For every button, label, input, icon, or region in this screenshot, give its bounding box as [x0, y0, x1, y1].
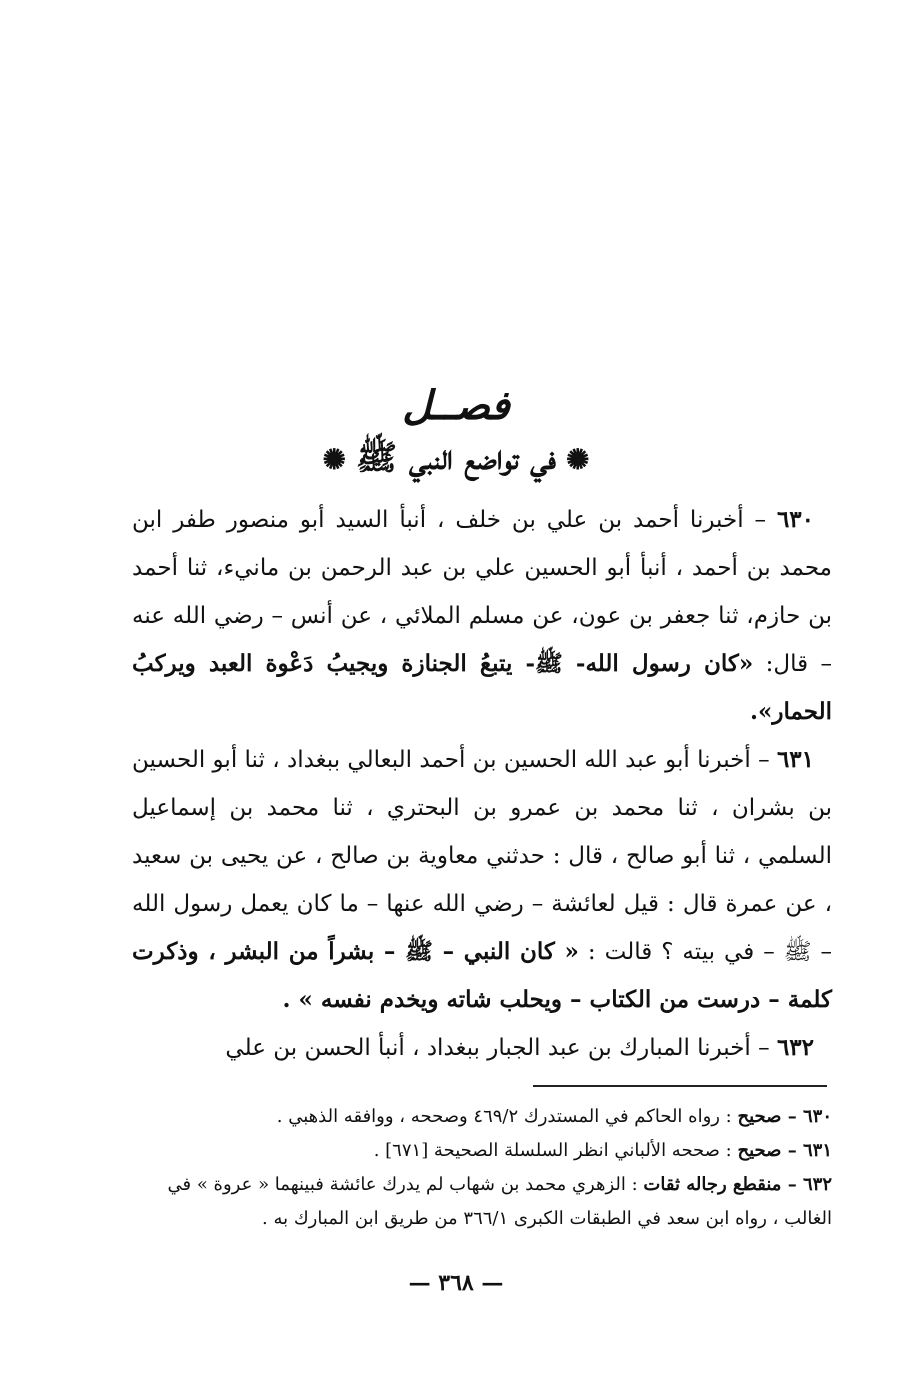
section-title: فصــل	[402, 382, 510, 429]
main-text	[132, 496, 832, 1072]
footnote	[120, 1168, 832, 1236]
footnote-divider	[533, 1085, 827, 1087]
hadith-number: ٦٣٢	[776, 1034, 814, 1061]
hadith-paragraph	[132, 1024, 832, 1072]
hadith-quote: « كان النبي – ﷺ – بشراً من البشر ، وذكرت كلمة – درست من الكتاب – ويحلب شاته ويخدم نفسه » .	[132, 938, 832, 1013]
footnote-text: : صححه الألباني انظر السلسلة الصحيحة [٦٧١] .	[373, 1140, 738, 1161]
footnotes	[120, 1100, 832, 1236]
footnote-text: : رواه الحاكم في المستدرك ٤٦٩/٢ وصححه ، ووافقه الذهبي .	[276, 1106, 738, 1127]
hadith-number: ٦٣٠	[776, 506, 814, 533]
hadith-number: ٦٣١	[776, 746, 814, 773]
section-subtitle-text: في تواضع النبي ﷺ	[355, 438, 557, 478]
footnote-head: ٦٣٠ – صحيح	[737, 1106, 832, 1127]
footnote	[120, 1134, 832, 1168]
hadith-text: – أخبرنا أبو عبد الله الحسين بن أحمد البعالي ببغداد ، ثنا أبو الحسين بن بشران ، ثنا محمد بن عمرو بن البحتري ، ثنا محمد بن إسماعيل السلمي ، ثنا أبو صالح ، قال : حدثني معاوية بن صالح ، عن يحيى بن سعيد ، عن عمرة قال : قيل لعائشة – رضي الله عنها – ما كان يعمل رسول الله – ﷺ – في بيته ؟ قالت :	[132, 747, 832, 965]
footnote	[120, 1100, 832, 1134]
footnote-head: ٦٣٢ – منقطع رجاله ثقات	[643, 1174, 832, 1195]
footnote-text: : الزهري محمد بن شهاب لم يدرك عائشة فبينهما « عروة » في الغالب ، رواه ابن سعد في الطبقات الكبرى ٣٦٦/١ من طريق ابن المبارك به .	[167, 1174, 832, 1229]
star-ornament-icon: ✺	[566, 443, 590, 476]
star-ornament-icon: ✺	[322, 443, 346, 476]
footnote-head: ٦٣١ – صحيح	[737, 1140, 832, 1161]
hadith-paragraph	[132, 736, 832, 1024]
page-number: — ٣٦٨ —	[408, 1270, 504, 1296]
hadith-quote: «كان رسول الله- ﷺ- يتبعُ الجنازة ويجيبُ دَعْوة العبد ويركبُ الحمار».	[132, 650, 832, 725]
section-subtitle	[0, 432, 912, 486]
hadith-paragraph	[132, 496, 832, 736]
hadith-text: – أخبرنا المبارك بن عبد الجبار ببغداد ، أنبأ الحسن بن علي	[225, 1035, 777, 1061]
hadith-text: – أخبرنا أحمد بن علي بن خلف ، أنبأ السيد أبو منصور طفر ابن محمد بن أحمد ، أنبأ أبو الحسين علي بن عبد الرحمن بن مانيء، ثنا أحمد بن حازم، ثنا جعفر بن عون، عن مسلم الملائي ، عن أنس – رضي الله عنه – قال:	[132, 507, 832, 677]
